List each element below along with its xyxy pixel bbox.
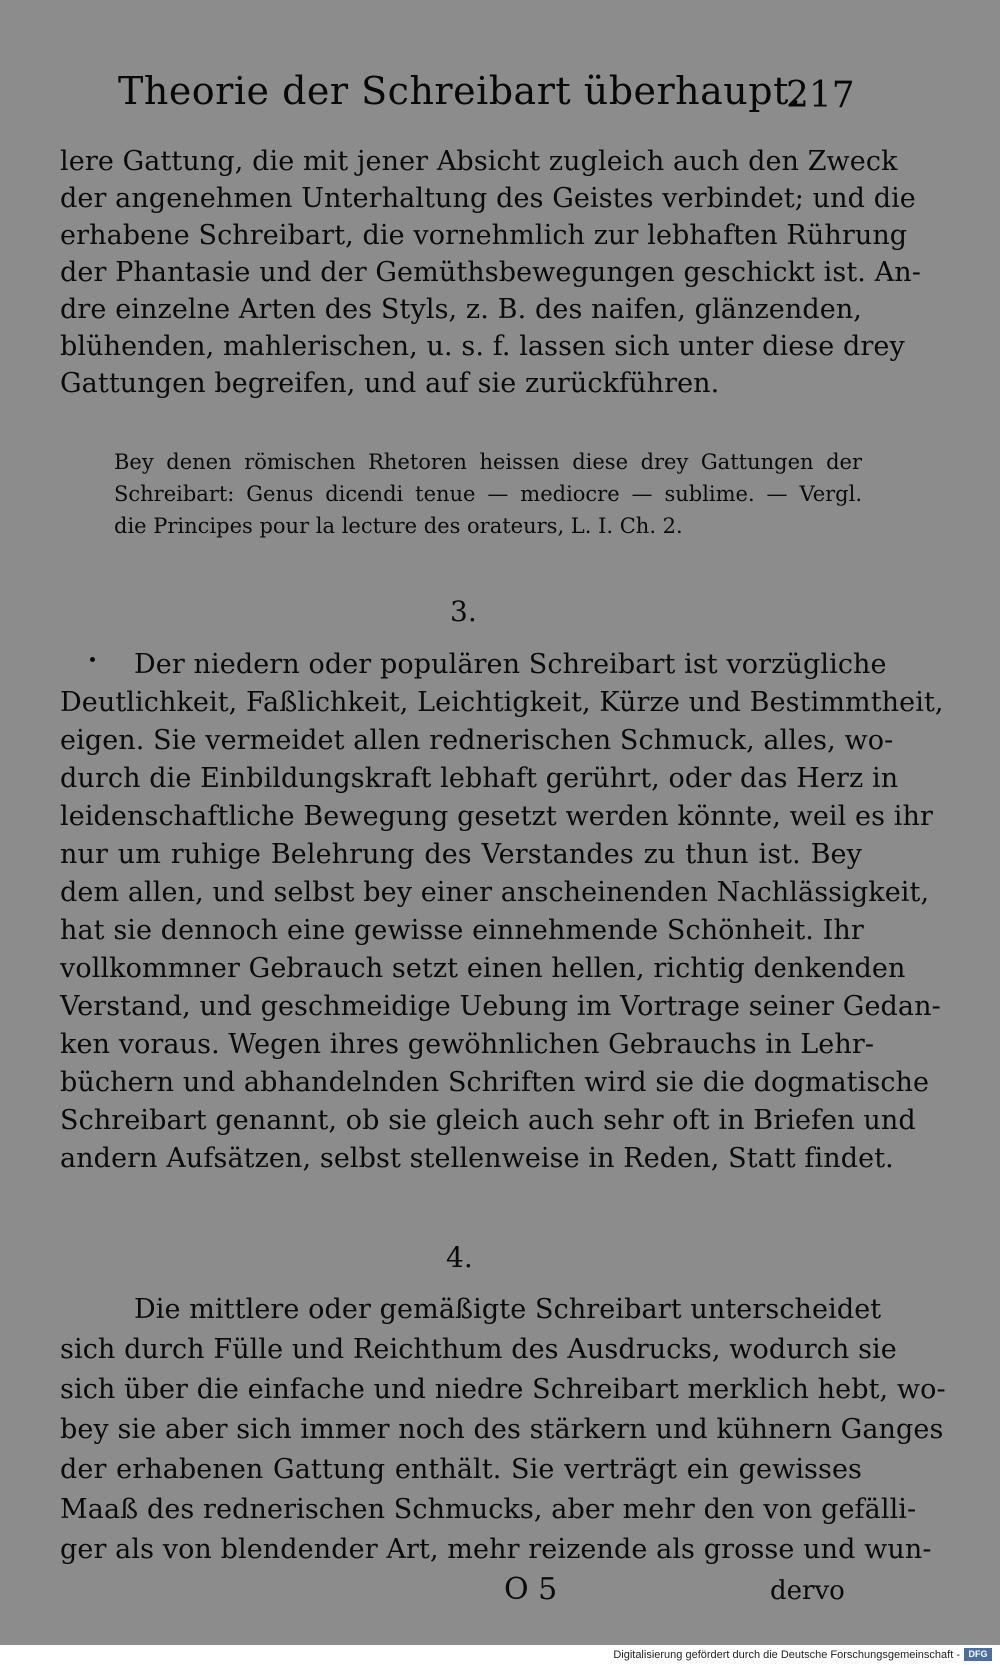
section-3-line: nur um ruhige Belehrung des Verstandes zu thun ist. Bey — [60, 839, 862, 870]
paragraph-1-line: Gattungen begreifen, und auf sie zurückführen. — [60, 368, 720, 399]
section-3-line: vollkommner Gebrauch setzt einen hellen, richtig denkenden — [60, 953, 906, 984]
section-3-line: andern Aufsätzen, selbst stellenweise in Reden, Statt findet. — [60, 1143, 894, 1174]
digitization-credit: Digitalisierung gefördert durch die Deutsche Forschungsgemeinschaft - — [613, 1649, 960, 1661]
section-3-line: Der niedern oder populären Schreibart ist vorzügliche — [134, 649, 887, 680]
section-4-line: bey sie aber sich immer noch des stärkern und kühnern Ganges — [60, 1414, 944, 1445]
section-3-line: büchern und abhandelnden Schriften wird sie die dogmatische — [60, 1067, 930, 1098]
section-4-line: sich durch Fülle und Reichthum des Ausdrucks, wodurch sie — [60, 1334, 897, 1365]
dfg-logo-icon: DFG — [964, 1648, 992, 1661]
paragraph-1-line: erhabene Schreibart, die vornehmlich zur lebhaften Rührung — [60, 220, 908, 251]
section-3-line: Verstand, und geschmeidige Uebung im Vortrage seiner Gedan- — [60, 991, 941, 1022]
section-4-line: Maaß des rednerischen Schmucks, aber mehr den von gefälli- — [60, 1494, 917, 1525]
signature-mark: O 5 — [504, 1572, 558, 1607]
page-number: 217 — [786, 75, 855, 116]
section-number-3: 3. — [450, 595, 477, 628]
margin-mark — [90, 657, 95, 662]
section-3-line: Deutlichkeit, Faßlichkeit, Leichtigkeit, Kürze und Bestimmtheit, — [60, 687, 944, 718]
section-number-4: 4. — [446, 1241, 473, 1274]
catchword: dervo — [770, 1576, 845, 1606]
paragraph-1-line: lere Gattung, die mit jener Absicht zugleich auch den Zweck — [60, 146, 898, 177]
section-4-line: der erhabenen Gattung enthält. Sie verträgt ein gewisses — [60, 1454, 862, 1485]
running-head: Theorie der Schreibart überhaupt. — [118, 69, 802, 113]
paragraph-1-line: der Phantasie und der Gemüthsbewegungen geschickt ist. An- — [60, 257, 921, 288]
section-3-line: dem allen, und selbst bey einer anscheinenden Nachlässigkeit, — [60, 877, 930, 908]
paragraph-1-line: dre einzelne Arten des Styls, z. B. des naifen, glänzenden, — [60, 294, 862, 325]
section-4-line: Die mittlere oder gemäßigte Schreibart unterscheidet — [134, 1294, 882, 1325]
footnote-line: Schreibart: Genus dicendi tenue — mediocre — sublime. — Vergl. — [114, 482, 862, 506]
section-3-line: leidenschaftliche Bewegung gesetzt werden könnte, weil es ihr — [60, 801, 933, 832]
section-3-line: ken voraus. Wegen ihres gewöhnlichen Gebrauchs in Lehr- — [60, 1029, 875, 1060]
paragraph-1-line: der angenehmen Unterhaltung des Geistes verbindet; und die — [60, 183, 916, 214]
section-3-line: Schreibart genannt, ob sie gleich auch sehr oft in Briefen und — [60, 1105, 916, 1136]
footnote-line: die Principes pour la lecture des orateurs, L. I. Ch. 2. — [114, 514, 683, 538]
footnote-line: Bey denen römischen Rhetoren heissen diese drey Gattungen der — [114, 450, 862, 474]
section-3-line: hat sie dennoch eine gewisse einnehmende Schönheit. Ihr — [60, 915, 864, 946]
paragraph-1-line: blühenden, mahlerischen, u. s. f. lassen sich unter diese drey — [60, 331, 905, 362]
section-3-line: eigen. Sie vermeidet allen rednerischen Schmuck, alles, wo- — [60, 725, 894, 756]
section-3-line: durch die Einbildungskraft lebhaft gerührt, oder das Herz in — [60, 763, 899, 794]
section-4-line: sich über die einfache und niedre Schreibart merklich hebt, wo- — [60, 1374, 946, 1405]
section-4-line: ger als von blendender Art, mehr reizende als grosse und wun- — [60, 1534, 932, 1565]
